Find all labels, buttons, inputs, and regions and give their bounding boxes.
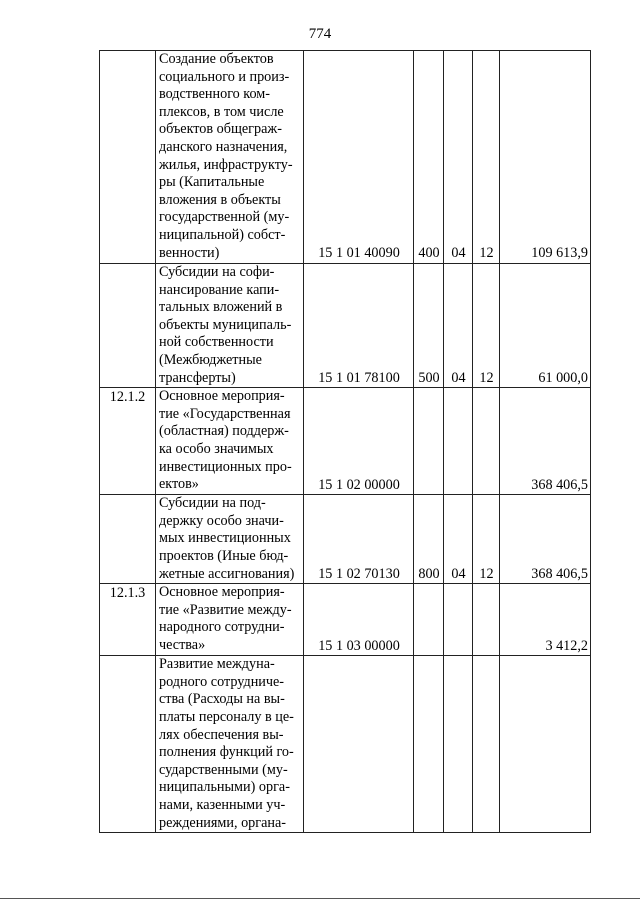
description-line: ка особо значимых xyxy=(159,440,274,457)
description-line: объектов общеграж- xyxy=(159,121,282,138)
subsection-code xyxy=(473,388,500,495)
page-number: 774 xyxy=(308,26,332,42)
target-article-code: 15 1 01 78100 xyxy=(304,264,414,388)
expense-type-code: 800 xyxy=(414,495,444,584)
section-code xyxy=(444,656,473,833)
row-number xyxy=(100,495,156,584)
target-article-code: 15 1 01 40090 xyxy=(304,51,414,264)
description-line: Основное мероприя- xyxy=(159,584,285,601)
target-article-code: 15 1 03 00000 xyxy=(304,584,414,656)
section-code: 04 xyxy=(444,51,473,264)
description-line: трансферты) xyxy=(159,369,236,386)
description-line: полнения функций го- xyxy=(159,744,294,761)
target-article-code: 15 1 02 70130 xyxy=(304,495,414,584)
amount-value: 368 406,5 xyxy=(500,388,591,495)
row-description xyxy=(156,495,304,584)
row-description xyxy=(156,51,304,264)
description-line: ства (Расходы на вы- xyxy=(159,691,285,708)
section-code: 04 xyxy=(444,495,473,584)
description-line: объекты муниципаль- xyxy=(159,316,292,333)
target-article-code: 15 1 02 00000 xyxy=(304,388,414,495)
subsection-code: 12 xyxy=(473,495,500,584)
description-line: проектов (Иные бюд- xyxy=(159,547,289,564)
description-line: жетные ассигнования) xyxy=(159,565,295,582)
amount-value: 109 613,9 xyxy=(500,51,591,264)
row-description xyxy=(156,264,304,388)
description-line: венности) xyxy=(159,244,220,261)
row-description xyxy=(156,388,304,495)
table-row xyxy=(100,51,591,264)
description-line: чества» xyxy=(159,636,206,653)
amount-value xyxy=(500,656,591,833)
description-line: тие «Государственная xyxy=(159,405,291,422)
row-number xyxy=(100,656,156,833)
description-line: Субсидии на под- xyxy=(159,495,266,512)
description-line: (областная) поддерж- xyxy=(159,423,289,440)
table-row xyxy=(100,584,591,656)
description-line: социального и произ- xyxy=(159,68,290,85)
row-description xyxy=(156,584,304,656)
description-line: ры (Капитальные xyxy=(159,174,265,191)
description-line: мых инвестиционных xyxy=(159,530,291,547)
description-line: ниципальной) собст- xyxy=(159,226,286,243)
expense-type-code xyxy=(414,584,444,656)
description-line: Субсидии на софи- xyxy=(159,264,275,280)
table-row xyxy=(100,388,591,495)
section-code xyxy=(444,388,473,495)
subsection-code: 12 xyxy=(473,51,500,264)
amount-value: 3 412,2 xyxy=(500,584,591,656)
description-line: Создание объектов xyxy=(159,51,274,67)
description-line: ниципальными) орга- xyxy=(159,779,290,796)
description-line: жилья, инфраструкту- xyxy=(159,156,293,173)
description-line: плексов, в том числе xyxy=(159,103,284,120)
expense-type-code: 400 xyxy=(414,51,444,264)
description-line: народного сотрудни- xyxy=(159,619,285,636)
description-line: родного сотрудниче- xyxy=(159,673,285,690)
description-line: сударственными (му- xyxy=(159,761,288,778)
amount-value: 61 000,0 xyxy=(500,264,591,388)
expense-type-code xyxy=(414,388,444,495)
row-number xyxy=(100,264,156,388)
table-row xyxy=(100,264,591,388)
description-line: водственного ком- xyxy=(159,86,270,103)
page-bottom-edge xyxy=(0,898,640,899)
row-description xyxy=(156,656,304,833)
description-line: вложения в объекты xyxy=(159,191,281,208)
row-number: 12.1.3 xyxy=(100,584,156,656)
description-line: ной собственности xyxy=(159,334,274,351)
description-line: платы персоналу в це- xyxy=(159,708,294,725)
amount-value: 368 406,5 xyxy=(500,495,591,584)
description-line: реждениями, органа- xyxy=(159,814,287,831)
description-line: держку особо значи- xyxy=(159,512,284,529)
table-row xyxy=(100,495,591,584)
expense-type-code: 500 xyxy=(414,264,444,388)
description-line: нами, казенными уч- xyxy=(159,796,286,813)
description-line: инвестиционных про- xyxy=(159,458,292,475)
description-line: (Межбюджетные xyxy=(159,351,262,368)
description-line: лях обеспечения вы- xyxy=(159,726,284,743)
section-code: 04 xyxy=(444,264,473,388)
description-line: Основное мероприя- xyxy=(159,388,285,405)
description-line: тие «Развитие между- xyxy=(159,601,292,618)
description-line: данского назначения, xyxy=(159,138,288,155)
subsection-code xyxy=(473,584,500,656)
description-line: государственной (му- xyxy=(159,209,290,226)
table-row xyxy=(100,656,591,833)
description-line: ектов» xyxy=(159,476,199,493)
description-line: тальных вложений в xyxy=(159,299,283,316)
row-number xyxy=(100,51,156,264)
row-number: 12.1.2 xyxy=(100,388,156,495)
expense-type-code xyxy=(414,656,444,833)
subsection-code xyxy=(473,656,500,833)
target-article-code xyxy=(304,656,414,833)
budget-table xyxy=(99,50,591,833)
subsection-code: 12 xyxy=(473,264,500,388)
section-code xyxy=(444,584,473,656)
description-line: Развитие междуна- xyxy=(159,656,275,673)
description-line: нансирование капи- xyxy=(159,281,280,298)
